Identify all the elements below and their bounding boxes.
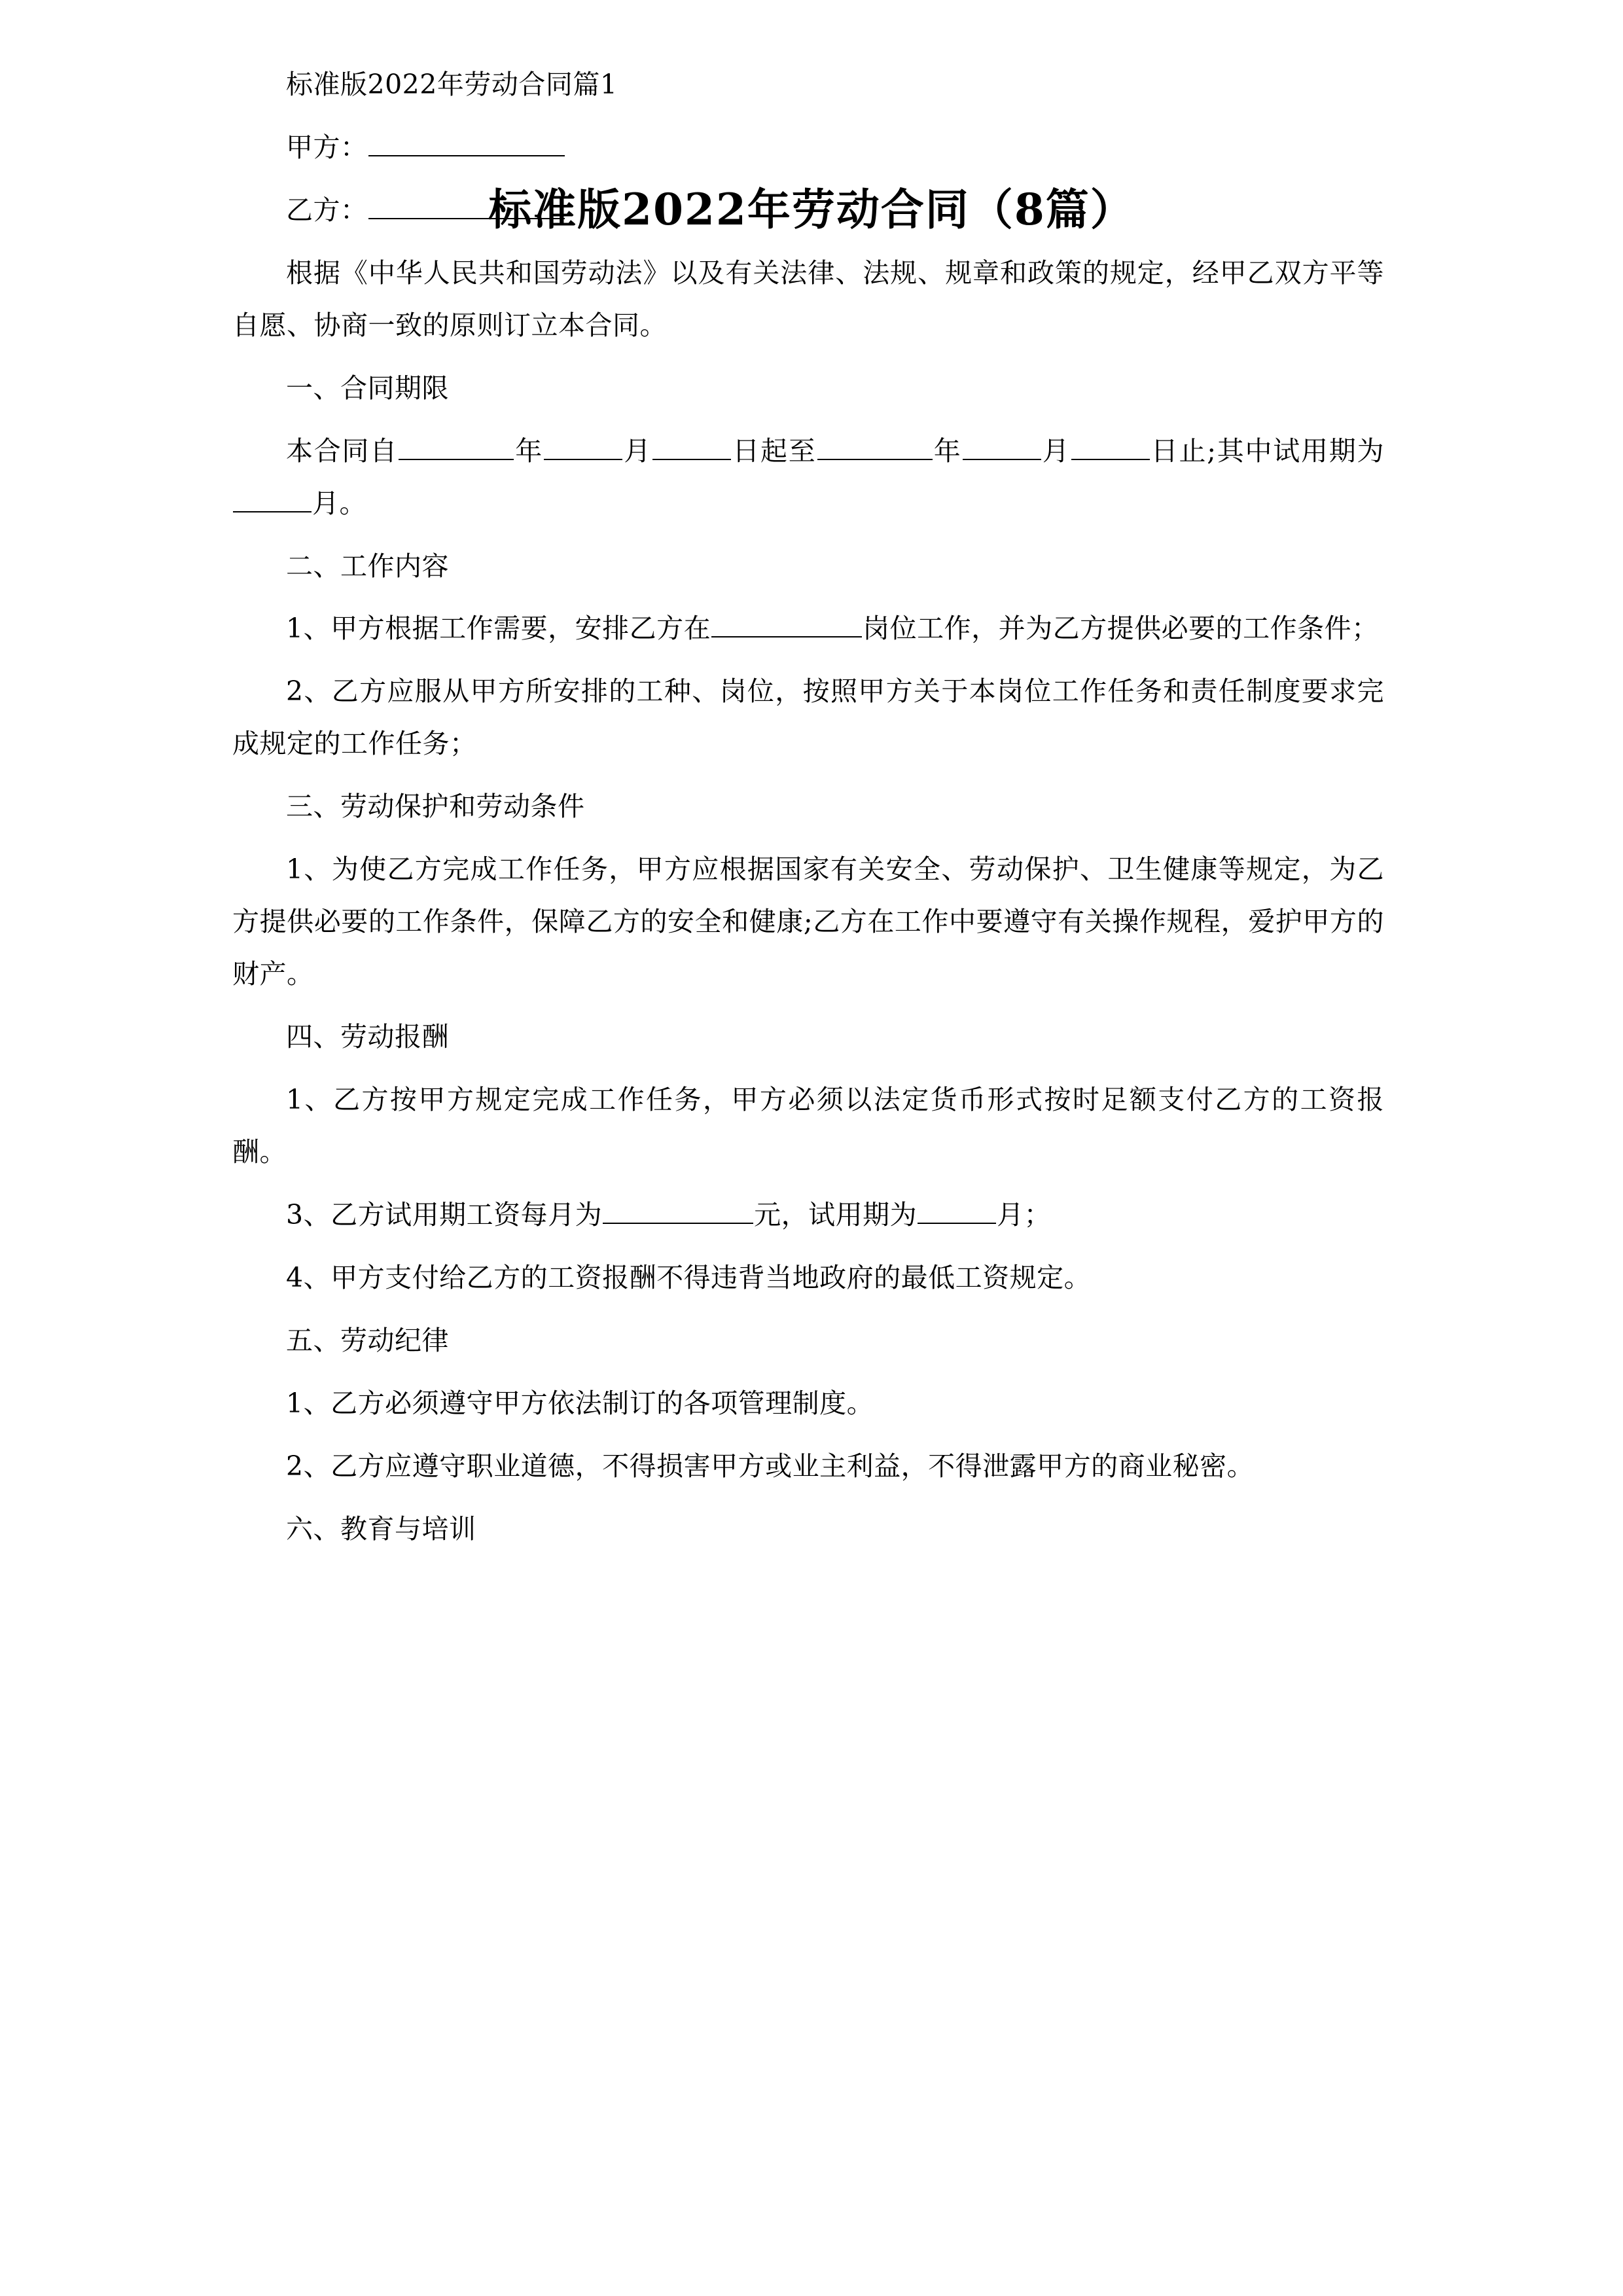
- article-clause: [232, 425, 1384, 530]
- clause-text: 1、为使乙方完成工作任务，甲方应根据国家有关安全、劳动保护、卫生健康等规定，为乙方提供必要的工作条件，保障乙方的安全和健康;乙方在工作中要遵守有关操作规程，爱护甲方的财产。: [232, 853, 1384, 990]
- fill-in-blank[interactable]: [918, 1196, 996, 1224]
- clause-text: 4、甲方支付给乙方的工资报酬不得违背当地政府的最低工资规定。: [286, 1261, 1092, 1293]
- article-heading: 四、劳动报酬: [286, 1021, 449, 1052]
- contract-block: [232, 59, 1384, 1555]
- clause-text: 元，试用期为: [754, 1198, 918, 1230]
- party-b-line: [232, 185, 1384, 237]
- fill-in-blank[interactable]: [963, 433, 1041, 460]
- fill-in-blank[interactable]: [817, 433, 933, 460]
- clause-text: 本合同自: [286, 435, 398, 467]
- article-clause: [232, 1252, 1384, 1304]
- article-heading: 二、工作内容: [286, 550, 449, 582]
- articles-container: [232, 363, 1384, 1556]
- clause-text: 1、乙方按甲方规定完成工作任务，甲方必须以法定货币形式按时足额支付乙方的工资报酬。: [232, 1083, 1384, 1168]
- article-clause: [232, 1189, 1384, 1242]
- article-heading: 六、教育与培训: [286, 1513, 476, 1545]
- fill-in-blank[interactable]: [1071, 433, 1150, 460]
- clause-text: 月: [1041, 435, 1071, 467]
- clause-text: 3、乙方试用期工资每月为: [286, 1198, 603, 1230]
- party-b-blank[interactable]: [368, 192, 565, 219]
- fill-in-blank[interactable]: [711, 610, 862, 637]
- article-clause: [232, 1378, 1384, 1430]
- article-clause: [232, 844, 1384, 1001]
- clause-text: 年: [933, 435, 962, 467]
- party-a-line: [232, 122, 1384, 174]
- clause-text: 日起至: [732, 435, 817, 467]
- clause-text: 2、乙方应遵守职业道德，不得损害甲方或业主利益，不得泄露甲方的商业秘密。: [286, 1450, 1255, 1482]
- article-heading: 五、劳动纪律: [286, 1324, 449, 1356]
- article-clause: [232, 666, 1384, 770]
- clause-text: 岗位工作，并为乙方提供必要的工作条件；: [863, 613, 1379, 645]
- clause-text: 1、乙方必须遵守甲方依法制订的各项管理制度。: [286, 1387, 874, 1419]
- clause-text: 1、甲方根据工作需要，安排乙方在: [286, 613, 711, 645]
- clause-text: 月: [623, 435, 652, 467]
- party-a-label: 甲方：: [286, 131, 368, 163]
- article-clause: [232, 1074, 1384, 1179]
- party-b-label: 乙方：: [286, 194, 368, 226]
- clause-text: 2、乙方应服从甲方所安排的工种、岗位，按照甲方关于本岗位工作任务和责任制度要求完成规定的工作任务；: [232, 675, 1384, 760]
- fill-in-blank[interactable]: [399, 433, 514, 460]
- section-heading: 标准版2022年劳动合同篇1: [286, 69, 618, 100]
- clause-text: 年: [514, 435, 543, 467]
- preamble-paragraph: 根据《中华人民共和国劳动法》以及有关法律、法规、规章和政策的规定，经甲乙双方平等自愿、协商一致的原则订立本合同。: [232, 257, 1384, 341]
- fill-in-blank[interactable]: [652, 433, 731, 460]
- page-title: 标准版2022年劳动合同（8篇）: [488, 184, 1135, 235]
- clause-text: 日止;其中试用期为: [1150, 435, 1385, 467]
- party-a-blank[interactable]: [368, 129, 565, 156]
- clause-text: 月；: [997, 1198, 1052, 1230]
- clause-text: 月。: [312, 487, 366, 519]
- article-clause: [232, 603, 1384, 655]
- article-clause: [232, 1441, 1384, 1493]
- document-body: [232, 0, 1384, 1566]
- article-heading: 三、劳动保护和劳动条件: [286, 791, 585, 823]
- fill-in-blank[interactable]: [544, 433, 622, 460]
- article-heading: 一、合同期限: [286, 372, 449, 404]
- fill-in-blank[interactable]: [233, 485, 312, 512]
- fill-in-blank[interactable]: [603, 1196, 753, 1224]
